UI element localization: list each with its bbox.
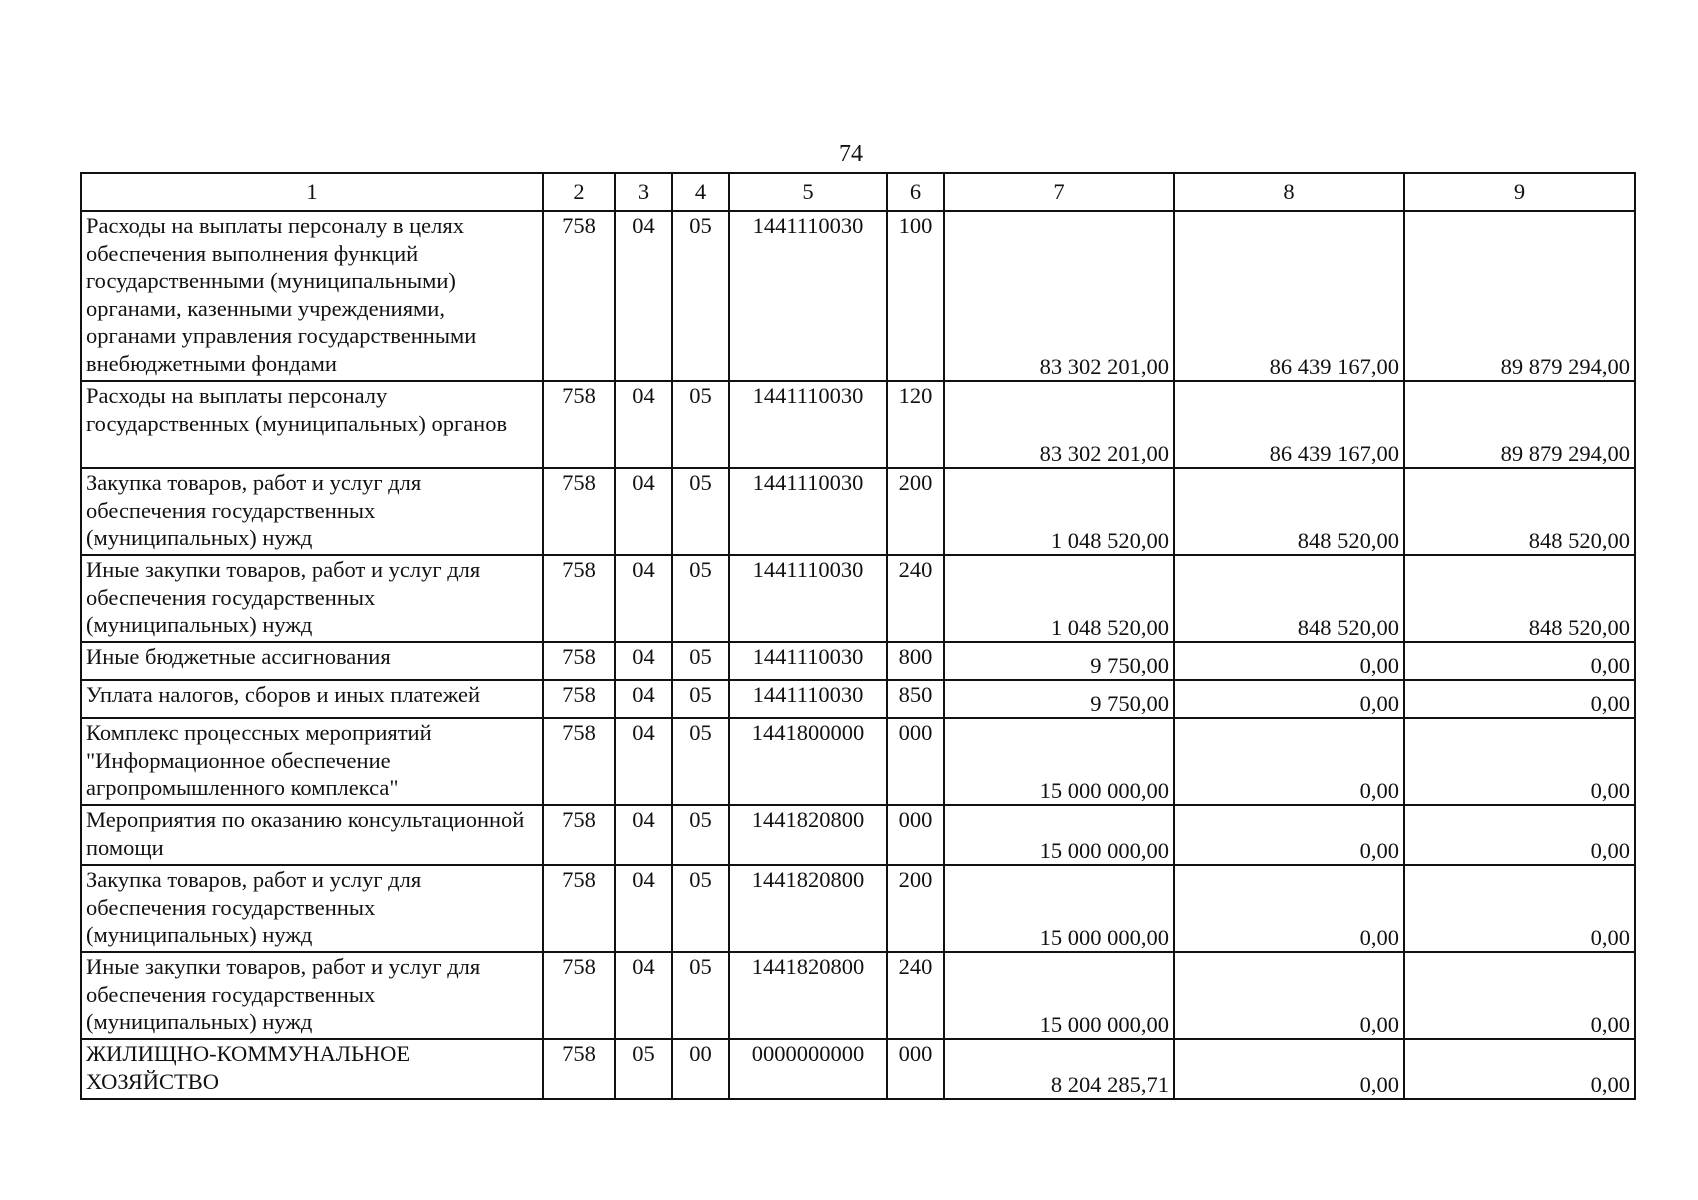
row-name: Расходы на выплаты персоналу в целях обеспечения выполнения функций государственными (муниципальными) органами, казенными учреждениями, органами управления государственными внебюджетными фондами (81, 211, 543, 381)
amount-cell: 0,00 (1174, 718, 1404, 805)
header-cell: 2 (543, 173, 615, 211)
row-name: Уплата налогов, сборов и иных платежей (81, 680, 543, 718)
code-cell: 100 (887, 211, 944, 381)
table-row (81, 642, 1635, 680)
amount-cell: 15 000 000,00 (944, 952, 1174, 1039)
amount-cell: 0,00 (1174, 642, 1404, 680)
table-row (81, 718, 1635, 805)
code-cell: 1441110030 (729, 642, 887, 680)
amount-cell: 9 750,00 (944, 642, 1174, 680)
amount-cell: 83 302 201,00 (944, 381, 1174, 468)
code-cell: 04 (615, 555, 672, 642)
header-cell: 8 (1174, 173, 1404, 211)
code-cell: 120 (887, 381, 944, 468)
code-cell: 758 (543, 680, 615, 718)
amount-cell: 1 048 520,00 (944, 555, 1174, 642)
code-cell: 1441110030 (729, 680, 887, 718)
amount-cell: 0,00 (1404, 642, 1635, 680)
row-name: Закупка товаров, работ и услуг для обеспечения государственных (муниципальных) нужд (81, 468, 543, 555)
code-cell: 240 (887, 952, 944, 1039)
header-row (81, 173, 1635, 211)
row-name: Иные бюджетные ассигнования (81, 642, 543, 680)
amount-cell: 848 520,00 (1404, 555, 1635, 642)
code-cell: 850 (887, 680, 944, 718)
code-cell: 05 (672, 680, 729, 718)
amount-cell: 83 302 201,00 (944, 211, 1174, 381)
amount-cell: 0,00 (1174, 865, 1404, 952)
code-cell: 758 (543, 1039, 615, 1099)
code-cell: 758 (543, 381, 615, 468)
amount-cell: 0,00 (1174, 805, 1404, 865)
code-cell: 05 (672, 718, 729, 805)
amount-cell: 848 520,00 (1174, 468, 1404, 555)
amount-cell: 0,00 (1404, 865, 1635, 952)
code-cell: 1441820800 (729, 865, 887, 952)
amount-cell: 15 000 000,00 (944, 805, 1174, 865)
table-row (81, 211, 1635, 381)
code-cell: 0000000000 (729, 1039, 887, 1099)
code-cell: 05 (672, 952, 729, 1039)
amount-cell: 848 520,00 (1404, 468, 1635, 555)
code-cell: 1441110030 (729, 381, 887, 468)
row-name: Мероприятия по оказанию консультационной помощи (81, 805, 543, 865)
amount-cell: 8 204 285,71 (944, 1039, 1174, 1099)
code-cell: 758 (543, 865, 615, 952)
amount-cell: 9 750,00 (944, 680, 1174, 718)
code-cell: 05 (672, 642, 729, 680)
code-cell: 1441820800 (729, 805, 887, 865)
code-cell: 200 (887, 865, 944, 952)
header-cell: 5 (729, 173, 887, 211)
code-cell: 758 (543, 642, 615, 680)
row-name: Иные закупки товаров, работ и услуг для обеспечения государственных (муниципальных) нужд (81, 952, 543, 1039)
budget-table (80, 172, 1636, 1100)
table-row (81, 555, 1635, 642)
row-name: Иные закупки товаров, работ и услуг для обеспечения государственных (муниципальных) нужд (81, 555, 543, 642)
header-cell: 7 (944, 173, 1174, 211)
code-cell: 1441800000 (729, 718, 887, 805)
table-row (81, 680, 1635, 718)
code-cell: 04 (615, 805, 672, 865)
code-cell: 240 (887, 555, 944, 642)
page-number: 74 (839, 141, 863, 167)
amount-cell: 86 439 167,00 (1174, 381, 1404, 468)
code-cell: 1441110030 (729, 468, 887, 555)
code-cell: 1441110030 (729, 555, 887, 642)
code-cell: 758 (543, 952, 615, 1039)
code-cell: 758 (543, 805, 615, 865)
amount-cell: 0,00 (1404, 1039, 1635, 1099)
amount-cell: 89 879 294,00 (1404, 381, 1635, 468)
code-cell: 05 (672, 468, 729, 555)
code-cell: 04 (615, 381, 672, 468)
code-cell: 05 (672, 555, 729, 642)
amount-cell: 0,00 (1174, 952, 1404, 1039)
table-row (81, 952, 1635, 1039)
header-cell: 9 (1404, 173, 1635, 211)
row-name: ЖИЛИЩНО-КОММУНАЛЬНОЕ ХОЗЯЙСТВО (81, 1039, 543, 1099)
code-cell: 000 (887, 718, 944, 805)
code-cell: 04 (615, 468, 672, 555)
code-cell: 1441820800 (729, 952, 887, 1039)
row-name: Расходы на выплаты персоналу государственных (муниципальных) органов (81, 381, 543, 468)
code-cell: 05 (672, 211, 729, 381)
header-cell: 1 (81, 173, 543, 211)
amount-cell: 0,00 (1404, 680, 1635, 718)
amount-cell: 86 439 167,00 (1174, 211, 1404, 381)
code-cell: 1441110030 (729, 211, 887, 381)
table-row (81, 805, 1635, 865)
header-cell: 6 (887, 173, 944, 211)
amount-cell: 0,00 (1174, 680, 1404, 718)
amount-cell: 15 000 000,00 (944, 718, 1174, 805)
code-cell: 05 (672, 381, 729, 468)
amount-cell: 0,00 (1404, 805, 1635, 865)
amount-cell: 1 048 520,00 (944, 468, 1174, 555)
amount-cell: 89 879 294,00 (1404, 211, 1635, 381)
table-row (81, 865, 1635, 952)
row-name: Комплекс процессных мероприятий "Информационное обеспечение агропромышленного комплекса" (81, 718, 543, 805)
code-cell: 000 (887, 805, 944, 865)
code-cell: 05 (615, 1039, 672, 1099)
table-row (81, 381, 1635, 468)
code-cell: 758 (543, 211, 615, 381)
header-cell: 3 (615, 173, 672, 211)
code-cell: 04 (615, 211, 672, 381)
amount-cell: 0,00 (1404, 952, 1635, 1039)
code-cell: 758 (543, 718, 615, 805)
code-cell: 05 (672, 805, 729, 865)
code-cell: 800 (887, 642, 944, 680)
code-cell: 000 (887, 1039, 944, 1099)
amount-cell: 0,00 (1174, 1039, 1404, 1099)
code-cell: 758 (543, 555, 615, 642)
table-row (81, 1039, 1635, 1099)
row-name: Закупка товаров, работ и услуг для обеспечения государственных (муниципальных) нужд (81, 865, 543, 952)
header-cell: 4 (672, 173, 729, 211)
table-row (81, 468, 1635, 555)
code-cell: 04 (615, 952, 672, 1039)
code-cell: 758 (543, 468, 615, 555)
amount-cell: 0,00 (1404, 718, 1635, 805)
amount-cell: 15 000 000,00 (944, 865, 1174, 952)
code-cell: 04 (615, 680, 672, 718)
code-cell: 04 (615, 865, 672, 952)
code-cell: 04 (615, 642, 672, 680)
amount-cell: 848 520,00 (1174, 555, 1404, 642)
code-cell: 05 (672, 865, 729, 952)
code-cell: 200 (887, 468, 944, 555)
code-cell: 00 (672, 1039, 729, 1099)
code-cell: 04 (615, 718, 672, 805)
